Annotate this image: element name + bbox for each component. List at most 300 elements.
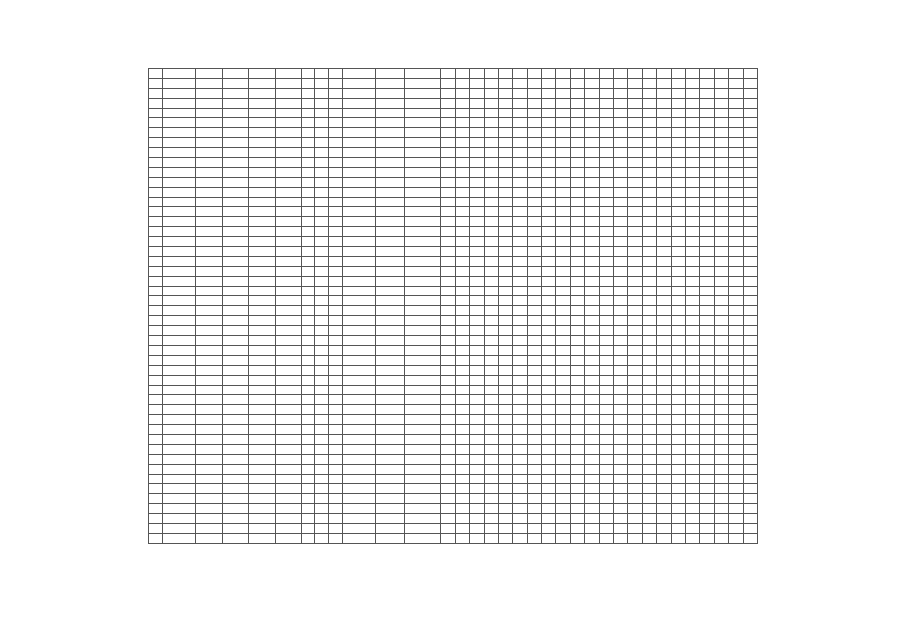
table-cell: [455, 217, 469, 227]
table-cell: [657, 88, 671, 98]
table-cell: [642, 108, 656, 118]
table-cell: [314, 336, 328, 346]
table-cell: [329, 276, 343, 286]
table-row: [149, 444, 758, 454]
table-cell: [249, 385, 276, 395]
table-cell: [163, 395, 196, 405]
table-cell: [614, 247, 628, 257]
table-cell: [599, 266, 613, 276]
table-cell: [329, 296, 343, 306]
table-cell: [542, 237, 556, 247]
table-cell: [404, 148, 441, 158]
table-cell: [513, 484, 527, 494]
table-cell: [314, 415, 328, 425]
table-cell: [743, 494, 757, 504]
table-cell: [149, 345, 163, 355]
table-cell: [455, 464, 469, 474]
table-cell: [343, 256, 376, 266]
table-cell: [249, 326, 276, 336]
table-cell: [222, 375, 249, 385]
table-cell: [513, 98, 527, 108]
table-cell: [585, 415, 599, 425]
table-cell: [729, 247, 743, 257]
table-cell: [570, 365, 584, 375]
table-cell: [275, 296, 302, 306]
table-cell: [329, 425, 343, 435]
table-cell: [484, 247, 498, 257]
table-cell: [685, 286, 699, 296]
table-cell: [570, 464, 584, 474]
table-cell: [729, 316, 743, 326]
table-cell: [700, 306, 714, 316]
table-cell: [599, 296, 613, 306]
table-cell: [149, 237, 163, 247]
table-cell: [657, 128, 671, 138]
table-cell: [470, 108, 484, 118]
table-cell: [671, 108, 685, 118]
table-cell: [484, 326, 498, 336]
table-cell: [222, 108, 249, 118]
table-cell: [628, 158, 642, 168]
table-cell: [685, 425, 699, 435]
table-cell: [484, 167, 498, 177]
table-cell: [343, 434, 376, 444]
table-cell: [314, 494, 328, 504]
table-cell: [700, 484, 714, 494]
table-cell: [614, 256, 628, 266]
table-cell: [302, 128, 314, 138]
table-cell: [222, 533, 249, 543]
table-cell: [275, 425, 302, 435]
table-cell: [657, 474, 671, 484]
table-cell: [599, 523, 613, 533]
table-cell: [149, 128, 163, 138]
table-cell: [275, 118, 302, 128]
table-cell: [527, 98, 541, 108]
table-cell: [714, 217, 728, 227]
table-cell: [570, 454, 584, 464]
table-cell: [729, 514, 743, 524]
table-cell: [314, 365, 328, 375]
table-row: [149, 69, 758, 79]
table-cell: [376, 504, 405, 514]
table-cell: [404, 533, 441, 543]
table-cell: [700, 237, 714, 247]
table-cell: [527, 276, 541, 286]
table-cell: [275, 197, 302, 207]
table-cell: [657, 237, 671, 247]
table-cell: [570, 533, 584, 543]
table-cell: [343, 167, 376, 177]
table-cell: [163, 523, 196, 533]
table-cell: [302, 158, 314, 168]
table-cell: [376, 247, 405, 257]
table-cell: [163, 464, 196, 474]
table-cell: [343, 237, 376, 247]
table-cell: [470, 167, 484, 177]
table-cell: [484, 484, 498, 494]
table-cell: [570, 286, 584, 296]
table-cell: [614, 375, 628, 385]
table-cell: [470, 504, 484, 514]
table-cell: [222, 158, 249, 168]
table-cell: [657, 227, 671, 237]
table-cell: [570, 326, 584, 336]
table-cell: [556, 415, 570, 425]
table-cell: [614, 167, 628, 177]
table-cell: [599, 167, 613, 177]
table-cell: [314, 385, 328, 395]
table-cell: [700, 158, 714, 168]
table-cell: [685, 256, 699, 266]
table-cell: [314, 138, 328, 148]
table-cell: [196, 415, 223, 425]
table-cell: [498, 415, 512, 425]
table-cell: [163, 158, 196, 168]
table-cell: [685, 415, 699, 425]
table-cell: [642, 296, 656, 306]
table-cell: [441, 326, 455, 336]
table-cell: [441, 355, 455, 365]
table-cell: [149, 395, 163, 405]
table-cell: [302, 197, 314, 207]
table-cell: [513, 266, 527, 276]
table-cell: [671, 425, 685, 435]
table-cell: [513, 395, 527, 405]
table-cell: [196, 395, 223, 405]
table-cell: [196, 128, 223, 138]
table-cell: [455, 128, 469, 138]
table-cell: [729, 88, 743, 98]
table-cell: [743, 415, 757, 425]
table-cell: [628, 148, 642, 158]
table-cell: [343, 88, 376, 98]
table-cell: [642, 504, 656, 514]
table-cell: [527, 514, 541, 524]
table-cell: [275, 207, 302, 217]
table-cell: [599, 355, 613, 365]
table-cell: [599, 217, 613, 227]
table-cell: [222, 207, 249, 217]
table-cell: [657, 444, 671, 454]
table-cell: [376, 266, 405, 276]
table-cell: [376, 316, 405, 326]
table-cell: [714, 345, 728, 355]
table-cell: [729, 385, 743, 395]
table-cell: [441, 533, 455, 543]
table-cell: [314, 98, 328, 108]
table-cell: [657, 217, 671, 227]
table-cell: [642, 336, 656, 346]
table-cell: [275, 484, 302, 494]
table-cell: [196, 494, 223, 504]
table-cell: [275, 504, 302, 514]
table-cell: [527, 454, 541, 464]
table-cell: [222, 138, 249, 148]
table-cell: [700, 504, 714, 514]
table-cell: [700, 454, 714, 464]
table-cell: [196, 523, 223, 533]
table-cell: [527, 395, 541, 405]
table-cell: [343, 326, 376, 336]
table-cell: [376, 464, 405, 474]
table-cell: [700, 336, 714, 346]
table-cell: [163, 118, 196, 128]
table-cell: [196, 296, 223, 306]
table-cell: [404, 256, 441, 266]
table-cell: [455, 266, 469, 276]
table-cell: [455, 504, 469, 514]
table-cell: [642, 167, 656, 177]
table-cell: [729, 444, 743, 454]
table-cell: [484, 276, 498, 286]
table-cell: [628, 78, 642, 88]
table-cell: [585, 69, 599, 79]
table-cell: [302, 365, 314, 375]
table-cell: [599, 118, 613, 128]
table-cell: [570, 415, 584, 425]
table-cell: [657, 365, 671, 375]
table-cell: [642, 523, 656, 533]
table-cell: [527, 237, 541, 247]
table-cell: [196, 217, 223, 227]
table-cell: [498, 69, 512, 79]
table-cell: [570, 523, 584, 533]
table-cell: [302, 237, 314, 247]
table-cell: [455, 514, 469, 524]
table-cell: [343, 69, 376, 79]
table-cell: [404, 286, 441, 296]
table-cell: [302, 78, 314, 88]
table-cell: [700, 434, 714, 444]
table-cell: [275, 345, 302, 355]
table-cell: [642, 197, 656, 207]
table-cell: [527, 365, 541, 375]
table-cell: [163, 355, 196, 365]
table-cell: [642, 405, 656, 415]
table-cell: [585, 425, 599, 435]
table-cell: [455, 108, 469, 118]
table-cell: [657, 454, 671, 464]
table-cell: [513, 504, 527, 514]
table-cell: [685, 444, 699, 454]
table-cell: [642, 306, 656, 316]
table-cell: [570, 256, 584, 266]
table-cell: [685, 69, 699, 79]
table-cell: [729, 425, 743, 435]
table-cell: [329, 167, 343, 177]
table-cell: [671, 227, 685, 237]
table-cell: [455, 345, 469, 355]
table-cell: [628, 345, 642, 355]
table-cell: [671, 523, 685, 533]
table-cell: [498, 197, 512, 207]
table-cell: [222, 148, 249, 158]
table-cell: [714, 336, 728, 346]
table-cell: [527, 78, 541, 88]
table-cell: [700, 365, 714, 375]
table-cell: [685, 266, 699, 276]
table-cell: [498, 425, 512, 435]
table-cell: [700, 78, 714, 88]
table-cell: [249, 197, 276, 207]
table-cell: [743, 158, 757, 168]
table-cell: [542, 177, 556, 187]
table-cell: [329, 375, 343, 385]
table-cell: [149, 385, 163, 395]
table-cell: [700, 375, 714, 385]
table-row: [149, 405, 758, 415]
table-cell: [542, 128, 556, 138]
table-cell: [657, 514, 671, 524]
table-cell: [441, 395, 455, 405]
table-cell: [628, 197, 642, 207]
table-cell: [743, 108, 757, 118]
table-cell: [441, 237, 455, 247]
table-cell: [329, 316, 343, 326]
table-cell: [642, 217, 656, 227]
table-cell: [542, 454, 556, 464]
table-cell: [196, 385, 223, 395]
table-cell: [329, 197, 343, 207]
table-cell: [585, 345, 599, 355]
table-cell: [196, 118, 223, 128]
table-cell: [329, 365, 343, 375]
table-cell: [671, 217, 685, 227]
table-cell: [542, 256, 556, 266]
table-cell: [556, 237, 570, 247]
table-cell: [599, 365, 613, 375]
table-cell: [729, 237, 743, 247]
table-cell: [570, 88, 584, 98]
table-cell: [498, 365, 512, 375]
table-cell: [527, 405, 541, 415]
table-cell: [685, 365, 699, 375]
table-cell: [470, 523, 484, 533]
table-cell: [614, 286, 628, 296]
table-cell: [599, 69, 613, 79]
table-cell: [404, 177, 441, 187]
table-cell: [570, 128, 584, 138]
table-cell: [376, 434, 405, 444]
table-cell: [498, 237, 512, 247]
table-cell: [599, 464, 613, 474]
table-row: [149, 454, 758, 464]
table-cell: [599, 434, 613, 444]
table-cell: [700, 217, 714, 227]
table-cell: [685, 454, 699, 464]
table-cell: [470, 187, 484, 197]
table-cell: [599, 108, 613, 118]
table-cell: [441, 474, 455, 484]
table-cell: [556, 207, 570, 217]
table-cell: [614, 128, 628, 138]
table-cell: [343, 217, 376, 227]
table-cell: [498, 454, 512, 464]
table-cell: [498, 385, 512, 395]
table-cell: [404, 355, 441, 365]
table-cell: [585, 167, 599, 177]
table-cell: [441, 256, 455, 266]
table-cell: [470, 365, 484, 375]
table-row: [149, 425, 758, 435]
table-cell: [714, 425, 728, 435]
table-cell: [628, 187, 642, 197]
table-cell: [556, 316, 570, 326]
table-cell: [556, 345, 570, 355]
table-cell: [513, 78, 527, 88]
table-cell: [196, 474, 223, 484]
table-cell: [570, 237, 584, 247]
table-cell: [404, 128, 441, 138]
table-cell: [329, 237, 343, 247]
table-cell: [743, 118, 757, 128]
table-cell: [671, 138, 685, 148]
table-cell: [314, 69, 328, 79]
table-cell: [642, 98, 656, 108]
table-row: [149, 286, 758, 296]
table-cell: [527, 464, 541, 474]
table-cell: [743, 454, 757, 464]
table-cell: [700, 247, 714, 257]
table-cell: [441, 266, 455, 276]
table-cell: [302, 434, 314, 444]
table-cell: [642, 177, 656, 187]
table-cell: [599, 504, 613, 514]
table-cell: [149, 296, 163, 306]
table-cell: [329, 286, 343, 296]
table-cell: [314, 454, 328, 464]
table-cell: [685, 108, 699, 118]
table-cell: [329, 514, 343, 524]
table-cell: [441, 187, 455, 197]
table-cell: [441, 504, 455, 514]
table-cell: [599, 533, 613, 543]
table-cell: [614, 365, 628, 375]
table-cell: [657, 148, 671, 158]
table-cell: [700, 405, 714, 415]
table-cell: [455, 247, 469, 257]
table-cell: [222, 247, 249, 257]
table-cell: [628, 69, 642, 79]
table-row: [149, 88, 758, 98]
table-cell: [404, 187, 441, 197]
table-cell: [249, 187, 276, 197]
table-cell: [570, 316, 584, 326]
table-cell: [570, 355, 584, 365]
table-cell: [249, 78, 276, 88]
table-cell: [685, 177, 699, 187]
table-cell: [685, 405, 699, 415]
table-cell: [302, 395, 314, 405]
table-cell: [585, 286, 599, 296]
table-cell: [455, 494, 469, 504]
table-cell: [628, 247, 642, 257]
table-cell: [196, 286, 223, 296]
table-cell: [249, 454, 276, 464]
table-cell: [404, 345, 441, 355]
table-cell: [714, 464, 728, 474]
table-cell: [249, 207, 276, 217]
table-cell: [343, 415, 376, 425]
table-row: [149, 177, 758, 187]
table-cell: [196, 464, 223, 474]
table-cell: [657, 375, 671, 385]
table-cell: [163, 474, 196, 484]
table-cell: [570, 425, 584, 435]
table-cell: [700, 296, 714, 306]
table-cell: [149, 464, 163, 474]
